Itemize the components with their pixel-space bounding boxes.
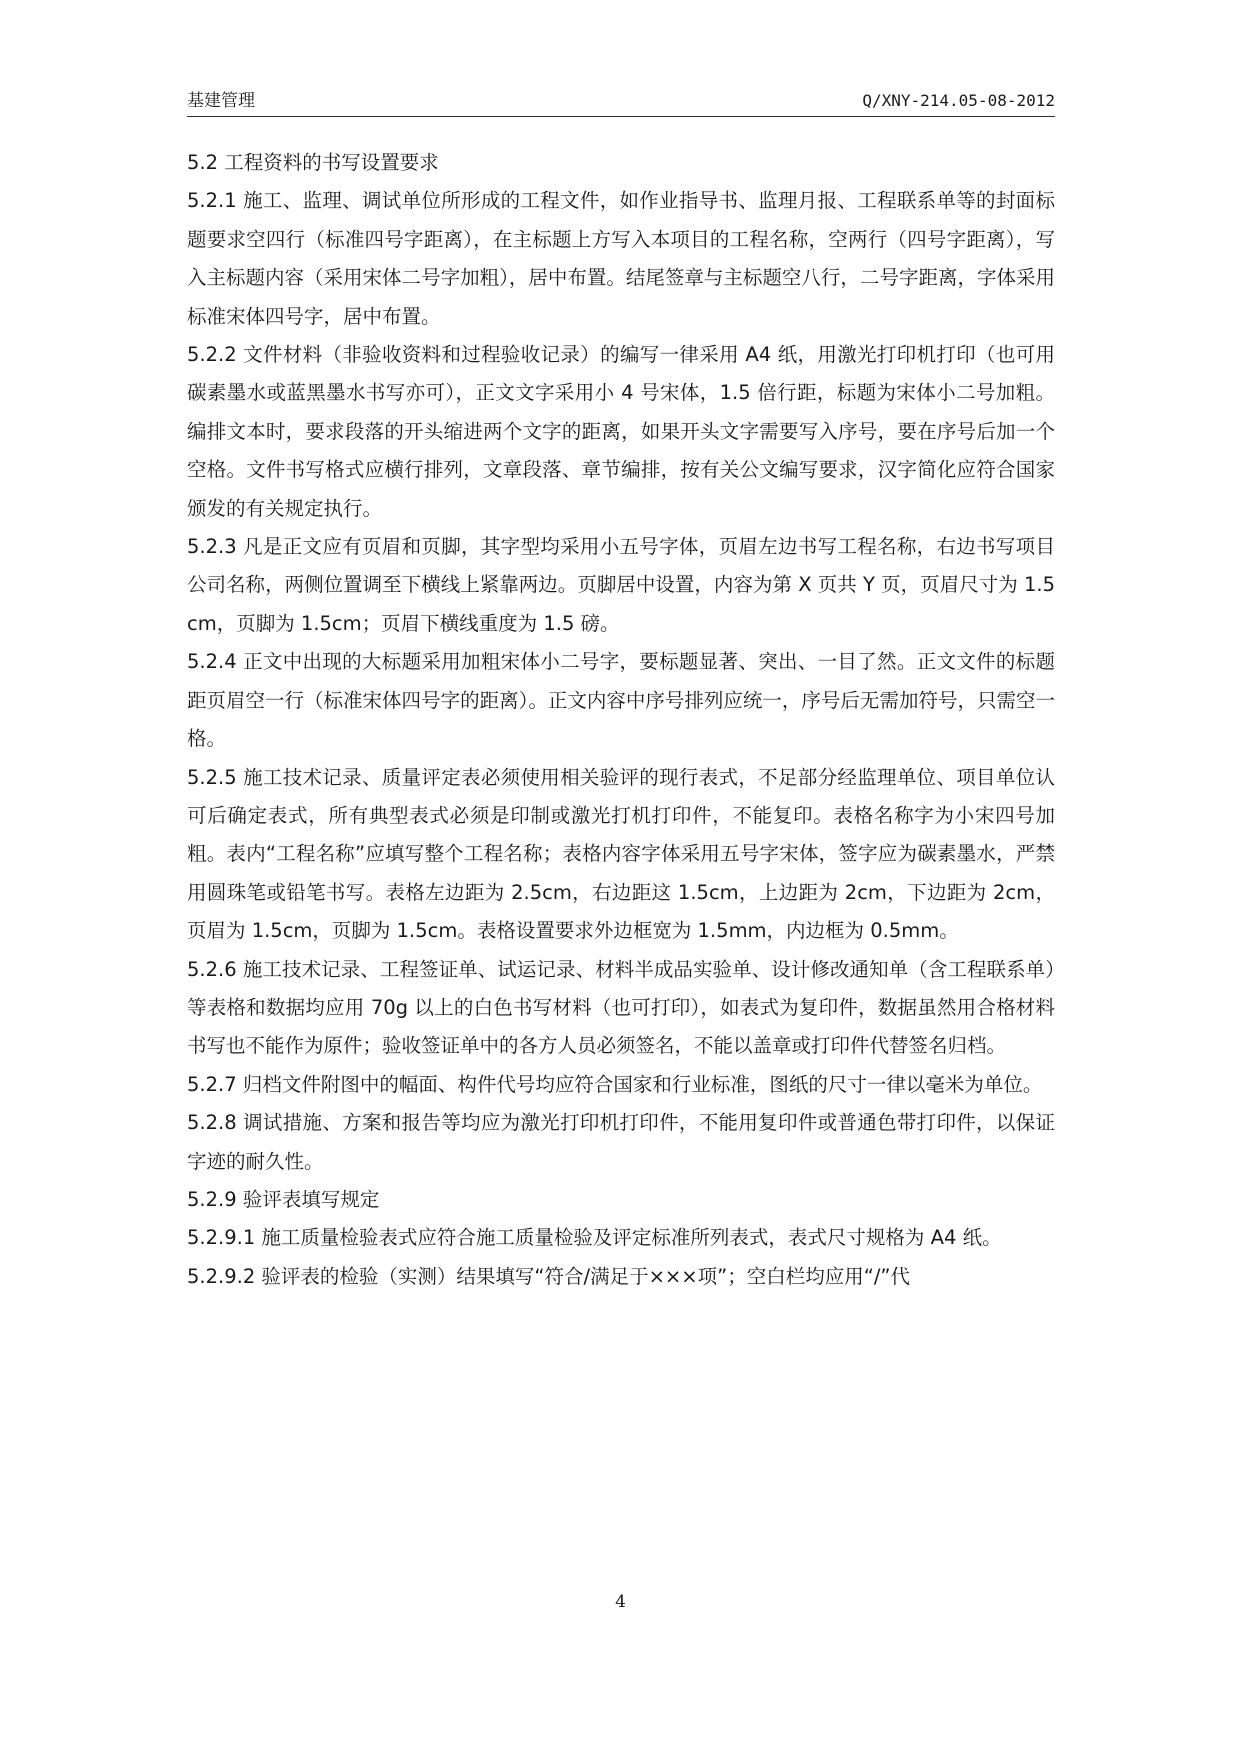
paragraph-5-2-4: 5.2.4 正文中出现的大标题采用加粗宋体小二号字，要标题显著、突出、一目了然。正文文件的标题距页眉空一行（标准宋体四号字的距离）。正文内容中序号排列应统一，序号后无需加符号，只需空一格。 <box>187 650 1055 751</box>
section-heading-5-2: 5.2 工程资料的书写设置要求 <box>187 151 439 174</box>
header-left-title: 基建管理 <box>187 91 255 111</box>
paragraph-5-2-9-2: 5.2.9.2 验评表的检验（实测）结果填写“符合/满足于×××项”；空白栏均应用“/”代 <box>187 1264 910 1288</box>
paragraph-5-2-2: 5.2.2 文件材料（非验收资料和过程验收记录）的编写一律采用 A4 纸，用激光打印机打印（也可用碳素墨水或蓝黑墨水书写亦可），正文文字采用小 4 号宋体，1.5 倍行距，标题为宋体小二号加粗。编排文本时，要求段落的开头缩进两个文字的距离，如果开头文字需要写入序号，要在序号后加一个空格。文件书写格式应横行排列，文章段落、章节编排，按有关公文编写要求，汉字简化应符合国家颁发的有关规定执行。 <box>187 343 1055 520</box>
paragraph-5-2-3: 5.2.3 凡是正文应有页眉和页脚，其字型均采用小五号字体，页眉左边书写工程名称，右边书写项目公司名称，两侧位置调至下横线上紧靠两边。页脚居中设置，内容为第 X 页共 Y 页，页眉尺寸为 1.5 cm，页脚为 1.5cm；页眉下横线重度为 1.5 磅。 <box>187 535 1055 635</box>
page-number: 4 <box>615 1592 626 1612</box>
paragraph-5-2-1: 5.2.1 施工、监理、调试单位所形成的工程文件，如作业指导书、监理月报、工程联系单等的封面标题要求空四行（标准四号字距离），在主标题上方写入本项目的工程名称，空两行（四号字距离），写入主标题内容（采用宋体二号字加粗），居中布置。结尾签章与主标题空八行，二号字距离，字体采用标准宋体四号字，居中布置。 <box>187 189 1055 328</box>
paragraph-5-2-8: 5.2.8 调试措施、方案和报告等均应为激光打印机打印件，不能用复印件或普通色带打印件，以保证字迹的耐久性。 <box>187 1111 1055 1173</box>
page-header <box>187 86 1055 117</box>
header-document-code: Q/XNY-214.05-08-2012 <box>862 91 1055 110</box>
paragraph-5-2-5: 5.2.5 施工技术记录、质量评定表必须使用相关验评的现行表式，不足部分经监理单位、项目单位认可后确定表式，所有典型表式必须是印制或激光打机打印件，不能复印。表格名称字为小宋四号加粗。表内“工程名称”应填写整个工程名称；表格内容字体采用五号字宋体，签字应为碳素墨水，严禁用圆珠笔或铅笔书写。表格左边距为 2.5cm，右边距这 1.5cm，上边距为 2cm，下边距为 2cm，页眉为 1.5cm，页脚为 1.5cm。表格设置要求外边框宽为 1.5mm，内边框为 0.5mm。 <box>187 765 1055 943</box>
section-heading-5-2-9: 5.2.9 验评表填写规定 <box>187 1187 380 1211</box>
paragraph-5-2-7: 5.2.7 归档文件附图中的幅面、构件代号均应符合国家和行业标准，图纸的尺寸一律以毫米为单位。 <box>187 1072 1043 1096</box>
paragraph-5-2-9-1: 5.2.9.1 施工质量检验表式应符合施工质量检验及评定标准所列表式，表式尺寸规格为 A4 纸。 <box>187 1226 1002 1250</box>
document-body <box>187 144 1055 1296</box>
paragraph-5-2-6: 5.2.6 施工技术记录、工程签证单、试运记录、材料半成品实验单、设计修改通知单（含工程联系单）等表格和数据均应用 70g 以上的白色书写材料（也可打印），如表式为复印件，数据虽然用合格材料书写也不能作为原件；验收签证单中的各方人员必须签名，不能以盖章或打印件代替签名归档。 <box>187 957 1055 1058</box>
